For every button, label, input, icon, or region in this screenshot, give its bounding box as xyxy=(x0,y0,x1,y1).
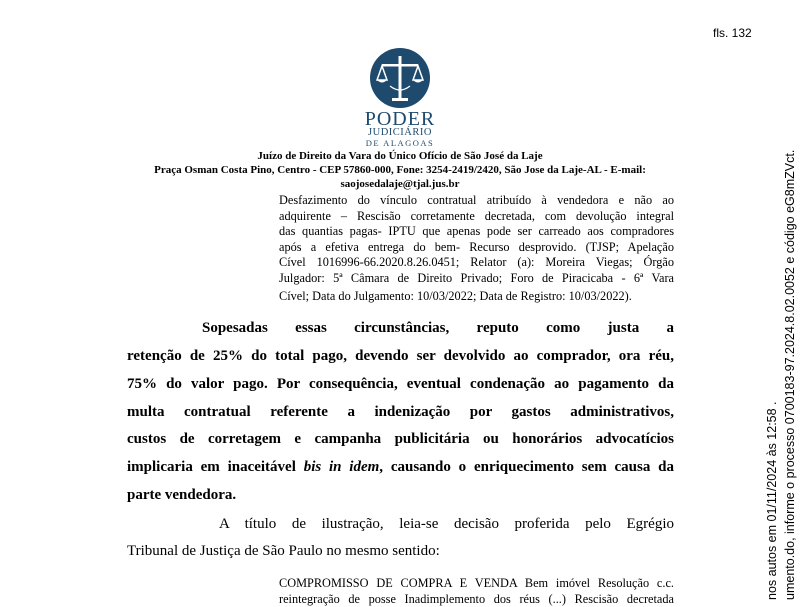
logo-line-alagoas: DE ALAGOAS xyxy=(352,138,448,148)
jurisprudence-quote xyxy=(279,193,674,305)
court-address: Praça Osman Costa Pino, Centro - CEP 57860-000, Fone: 3254-2419/2420, São Jose da Laje-AL - E-mail: xyxy=(120,164,680,177)
quote-line: das quantias pagas- IPTU que apenas pode ser carreado aos compradores xyxy=(279,224,674,240)
paragraph-text: , causando o enriquecimento sem causa da xyxy=(379,459,674,475)
paragraph-line: 75% do valor pago. Por consequência, eventual condenação ao pagamento da xyxy=(127,376,674,393)
quote-line: após a efetiva entrega do bem- Recurso desprovido. (TJSP; Apelação xyxy=(279,240,674,256)
court-name: Juízo de Direito da Vara do Único Ofício de São José da Laje xyxy=(120,150,680,163)
quote-line: COMPROMISSO DE COMPRA E VENDA Bem imóvel Resolução c.c. xyxy=(279,576,674,592)
court-logo-text xyxy=(352,110,448,148)
quote-line: Cível 1016996-66.2020.8.26.0451; Relator (a): Moreira Viegas; Órgão xyxy=(279,255,674,271)
paragraph-line: custos de corretagem e campanha publicitária ou honorários advocatícios xyxy=(127,431,674,448)
logo-line-judiciario: JUDICIÁRIO xyxy=(352,128,448,138)
court-emblem-icon xyxy=(368,46,432,110)
paragraph-line: parte vendedora. xyxy=(127,487,674,504)
paragraph-line: retenção de 25% do total pago, devendo ser devolvido ao comprador, ora réu, xyxy=(127,348,674,365)
paragraph-text: implicaria em inaceitável xyxy=(127,459,304,475)
latin-term: bis in idem xyxy=(304,459,380,475)
paragraph-line: Sopesadas essas circunstâncias, reputo como justa a xyxy=(202,320,674,337)
paragraph-line: Tribunal de Justiça de São Paulo no mesmo sentido: xyxy=(127,543,674,560)
quote-line: adquirente – Rescisão corretamente decretada, com devolução integral xyxy=(279,209,674,225)
verification-stamp-line: umento.do, informe o processo 0700183-97.2024.8.02.0052 e código eG8mZVct. xyxy=(783,150,797,600)
paragraph-line: multa contratual referente a indenização por gastos administrativos, xyxy=(127,404,674,421)
quote-line: Julgador: 5ª Câmara de Direito Privado; Foro de Piracicaba - 6ª Vara xyxy=(279,271,674,287)
logo-line-poder: PODER xyxy=(352,110,448,128)
paragraph-line: A título de ilustração, leia-se decisão proferida pelo Egrégio xyxy=(219,516,674,533)
quote-line: reintegração de posse Inadimplemento dos réus (...) Rescisão decretada xyxy=(279,592,674,607)
quote-line: Cível; Data do Julgamento: 10/03/2022; Data de Registro: 10/03/2022). xyxy=(279,289,674,305)
paragraph-line-with-italic xyxy=(127,459,674,476)
signature-stamp-line: nos autos em 01/11/2024 às 12:58 . xyxy=(765,401,779,600)
court-email: saojosedalaje@tjal.jus.br xyxy=(120,178,680,191)
quote-line: Desfazimento do vínculo contratual atribuído à vendedora e não ao xyxy=(279,193,674,209)
page-number: fls. 132 xyxy=(713,26,752,40)
second-jurisprudence-quote xyxy=(279,576,674,607)
